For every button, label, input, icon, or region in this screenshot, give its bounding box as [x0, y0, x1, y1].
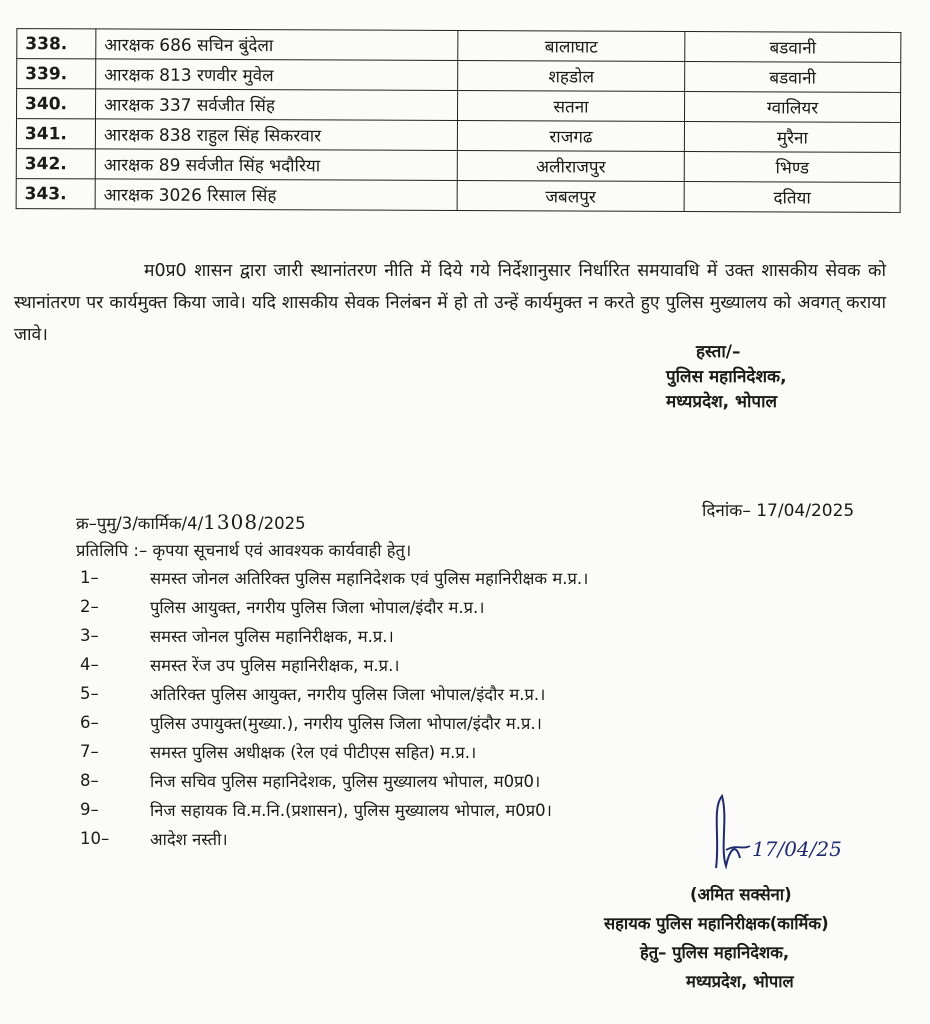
list-item-number: 2–	[80, 597, 99, 616]
employee-cell: आरक्षक 686 सचिन बुंदेला	[96, 29, 458, 61]
to-district-cell: ग्वालियर	[684, 91, 900, 122]
serial-number-cell: 339.	[17, 59, 96, 89]
list-item	[80, 679, 780, 708]
to-district-cell: बडवानी	[685, 61, 901, 92]
order-date: दिनांक– 17/04/2025	[702, 501, 855, 521]
list-item	[80, 621, 780, 650]
list-item-text: समस्त रेंज उप पुलिस महानिरीक्षक, म.प्र.।	[150, 656, 400, 675]
table-row	[17, 89, 901, 123]
serial-number-cell: 342.	[16, 149, 95, 179]
serial-number-cell: 343.	[16, 179, 95, 209]
serial-number-cell: 340.	[17, 89, 96, 119]
from-district-cell: जबलपुर	[457, 180, 684, 211]
reference-suffix: /2025	[258, 514, 306, 533]
reference-handwritten-number: 1308	[203, 510, 259, 534]
from-district-cell: अलीराजपुर	[457, 150, 684, 181]
signature-date: 17/04/25	[752, 837, 842, 861]
transfer-table	[16, 28, 902, 213]
handwritten-signature	[706, 788, 866, 878]
reference-prefix: क्र–पुमु/3/कार्मिक/4/	[76, 514, 204, 533]
dgp-location: मध्यप्रदेश, भोपाल	[666, 392, 777, 412]
table-row	[16, 179, 900, 213]
list-item-number: 10–	[80, 829, 110, 848]
to-district-cell: दतिया	[684, 181, 900, 212]
from-district-cell: राजगढ	[457, 120, 684, 151]
signed-label: हस्ता/–	[696, 342, 741, 362]
table-row	[16, 149, 900, 183]
list-item	[80, 824, 780, 853]
employee-cell: आरक्षक 3026 रिसाल सिंह	[95, 179, 457, 211]
list-item-text: अतिरिक्त पुलिस आयुक्त, नगरीय पुलिस जिला भोपाल/इंदौर म.प्र.।	[150, 685, 546, 704]
list-item-number: 1–	[80, 568, 99, 587]
list-item	[80, 766, 780, 795]
from-district-cell: शहडोल	[458, 60, 685, 91]
from-district-cell: सतना	[458, 90, 685, 121]
dgp-designation: पुलिस महानिदेशक,	[666, 367, 787, 387]
instruction-paragraph: म0प्र0 शासन द्वारा जारी स्थानांतरण नीति में दिये गये निर्देशानुसार निर्धारित समयावधि में उक्त शासकीय सेवक को स्थानांतरण पर कार्यमुक्त किया जावे। यदि शासकीय सेवक निलंबन में हो तो उन्हें कार्यमुक्त न करते हुए पुलिस मुख्यालय को अवगत् कराया जावे।	[14, 261, 886, 345]
list-item-text: पुलिस उपायुक्त(मुख्या.), नगरीय पुलिस जिला भोपाल/इंदौर म.प्र.।	[150, 714, 542, 733]
to-district-cell: मुरैना	[684, 121, 900, 152]
list-item	[80, 708, 780, 737]
signatory-designation: सहायक पुलिस महानिरीक्षक(कार्मिक)	[604, 914, 829, 933]
distribution-list	[80, 563, 780, 853]
list-item-text: समस्त जोनल अतिरिक्त पुलिस महानिदेशक एवं पुलिस महानिरीक्षक म.प्र.।	[150, 569, 589, 588]
employee-cell: आरक्षक 337 सर्वजीत सिंह	[96, 89, 458, 121]
list-item-number: 4–	[80, 655, 99, 674]
list-item-text: निज सचिव पुलिस महानिदेशक, पुलिस मुख्यालय भोपाल, म0प्र0।	[150, 772, 541, 791]
list-item-number: 5–	[80, 684, 99, 703]
employee-cell: आरक्षक 813 रणवीर मुवेल	[96, 59, 458, 91]
to-district-cell: भिण्ड	[684, 151, 900, 182]
signatory-on-behalf: हेतु– पुलिस महानिदेशक,	[640, 943, 790, 962]
list-item	[80, 795, 780, 824]
serial-number-cell: 338.	[17, 29, 96, 59]
table-row	[17, 59, 901, 93]
list-item-number: 9–	[80, 800, 99, 819]
dgp-signature-block	[666, 340, 787, 415]
list-item-text: समस्त पुलिस अधीक्षक (रेल एवं पीटीएस सहित) म.प्र.।	[150, 743, 477, 762]
list-item	[80, 650, 780, 679]
list-item-text: समस्त जोनल पुलिस महानिरीक्षक, म.प्र.।	[150, 627, 394, 646]
from-district-cell: बालाघाट	[458, 30, 685, 61]
list-item	[80, 737, 780, 766]
list-item-number: 7–	[80, 742, 99, 761]
list-item-text: पुलिस आयुक्त, नगरीय पुलिस जिला भोपाल/इंदौर म.प्र.।	[150, 598, 485, 617]
signatory-name: (अमित सक्सेना)	[690, 885, 792, 904]
serial-number-cell: 341.	[16, 119, 95, 149]
signatory-location: मध्यप्रदेश, भोपाल	[686, 972, 794, 991]
copy-heading: प्रतिलिपि :– कृपया सूचनार्थ एवं आवश्यक कार्यवाही हेतु।	[76, 541, 412, 560]
signatory-block	[604, 880, 829, 996]
list-item-text: आदेश नस्ती।	[150, 830, 228, 849]
list-item-number: 8–	[80, 771, 99, 790]
list-item	[80, 592, 780, 621]
list-item-number: 6–	[80, 713, 99, 732]
employee-cell: आरक्षक 89 सर्वजीत सिंह भदौरिया	[95, 149, 457, 181]
list-item-text: निज सहायक वि.म.नि.(प्रशासन), पुलिस मुख्यालय भोपाल, म0प्र0।	[150, 801, 552, 820]
employee-cell: आरक्षक 838 राहुल सिंह सिकरवार	[95, 119, 457, 151]
to-district-cell: बडवानी	[685, 31, 901, 62]
list-item-number: 3–	[80, 626, 99, 645]
list-item	[80, 563, 780, 592]
table-row	[17, 29, 901, 63]
table-row	[16, 119, 900, 153]
reference-number	[76, 510, 306, 534]
